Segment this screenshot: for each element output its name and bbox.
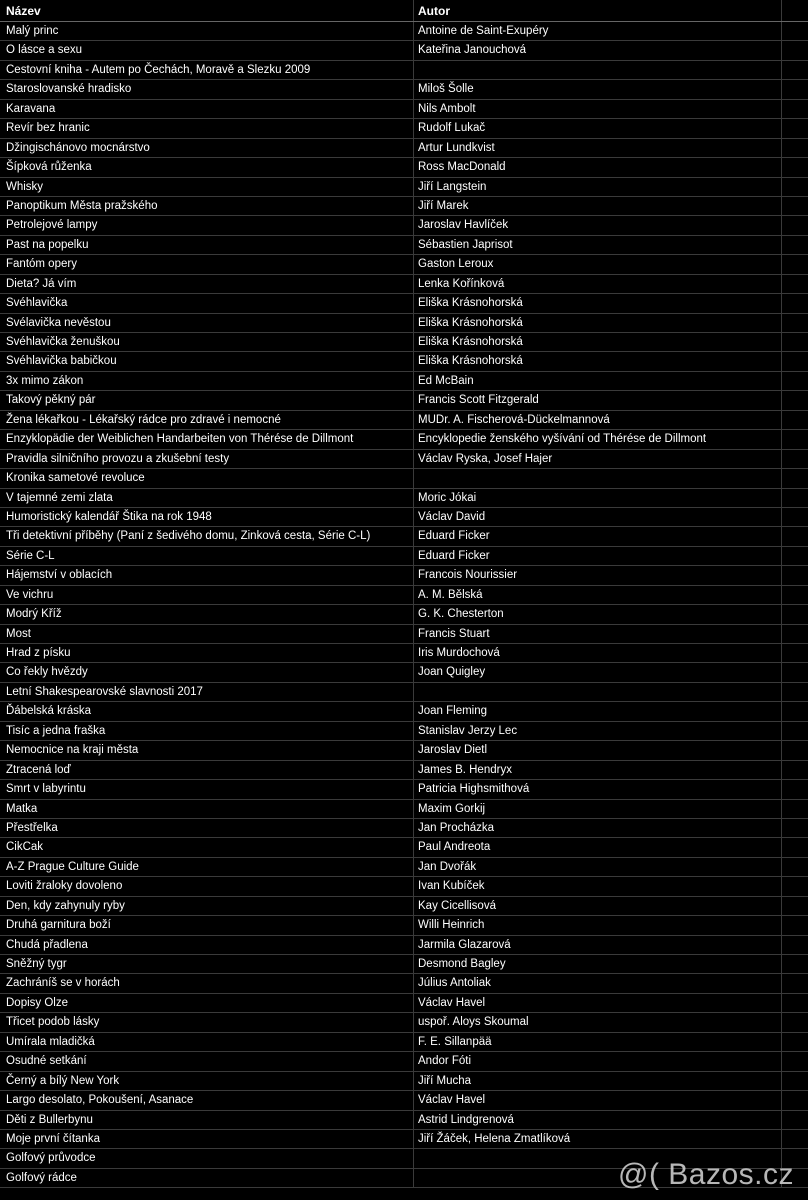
table-row	[0, 605, 808, 624]
table-row	[0, 644, 808, 663]
book-title: Hájemství v oblacích	[0, 566, 414, 584]
book-author: Jiří Žáček, Helena Zmatlíková	[414, 1130, 782, 1148]
book-author: Gaston Leroux	[414, 255, 782, 273]
book-author: Jarmila Glazarová	[414, 936, 782, 954]
book-author: MUDr. A. Fischerová-Dückelmannová	[414, 411, 782, 429]
book-title: Malý princ	[0, 22, 414, 40]
book-author: Sébastien Japrisot	[414, 236, 782, 254]
book-title: O lásce a sexu	[0, 41, 414, 59]
book-title: Tisíc a jedna fraška	[0, 722, 414, 740]
table-row	[0, 469, 808, 488]
book-title: Tři detektivní příběhy (Paní z šedivého domu, Zinková cesta, Série C-L)	[0, 527, 414, 545]
bazos-watermark: @( Bazos.cz	[618, 1158, 794, 1191]
book-author: Jiří Langstein	[414, 178, 782, 196]
book-author: Jan Dvořák	[414, 858, 782, 876]
book-title: Děti z Bullerbynu	[0, 1111, 414, 1129]
table-row	[0, 119, 808, 138]
book-title: Whisky	[0, 178, 414, 196]
book-author: Artur Lundkvist	[414, 139, 782, 157]
table-row	[0, 391, 808, 410]
book-author: Iris Murdochová	[414, 644, 782, 662]
book-author: Václav David	[414, 508, 782, 526]
table-row	[0, 547, 808, 566]
table-row	[0, 663, 808, 682]
book-author: Jiří Marek	[414, 197, 782, 215]
table-row	[0, 450, 808, 469]
book-title: 3x mimo zákon	[0, 372, 414, 390]
book-title: Cestovní kniha - Autem po Čechách, Moravě a Slezku 2009	[0, 61, 414, 79]
book-title: Revír bez hranic	[0, 119, 414, 137]
book-title: Černý a bílý New York	[0, 1072, 414, 1090]
table-row	[0, 858, 808, 877]
table-row	[0, 761, 808, 780]
table-row	[0, 1052, 808, 1071]
table-row	[0, 702, 808, 721]
table-row	[0, 333, 808, 352]
book-author: Kateřina Janouchová	[414, 41, 782, 59]
book-author: Ross MacDonald	[414, 158, 782, 176]
book-title: CikCak	[0, 838, 414, 856]
book-title: Šípková růženka	[0, 158, 414, 176]
book-title: Dopisy Olze	[0, 994, 414, 1012]
book-author: Kay Cicellisová	[414, 897, 782, 915]
book-author: Jaroslav Dietl	[414, 741, 782, 759]
table-row	[0, 314, 808, 333]
book-author: Paul Andreota	[414, 838, 782, 856]
book-author: uspoř. Aloys Skoumal	[414, 1013, 782, 1031]
table-row	[0, 22, 808, 41]
book-author: G. K. Chesterton	[414, 605, 782, 623]
table-row	[0, 41, 808, 60]
book-author: Patricia Highsmithová	[414, 780, 782, 798]
table-row	[0, 1072, 808, 1091]
book-title: Osudné setkání	[0, 1052, 414, 1070]
book-author: Willi Heinrich	[414, 916, 782, 934]
book-author: Stanislav Jerzy Lec	[414, 722, 782, 740]
book-title: Co řekly hvězdy	[0, 663, 414, 681]
book-title: Žena lékařkou - Lékařský rádce pro zdravé i nemocné	[0, 411, 414, 429]
book-title: Džingischánovo mocnárstvo	[0, 139, 414, 157]
book-title: Třicet podob lásky	[0, 1013, 414, 1031]
book-author: Francis Scott Fitzgerald	[414, 391, 782, 409]
book-title: Série C-L	[0, 547, 414, 565]
table-row	[0, 216, 808, 235]
book-author: Andor Fóti	[414, 1052, 782, 1070]
book-title: Hrad z písku	[0, 644, 414, 662]
table-row	[0, 139, 808, 158]
book-author: Václav Ryska, Josef Hajer	[414, 450, 782, 468]
book-author: Eliška Krásnohorská	[414, 352, 782, 370]
book-author: Miloš Šolle	[414, 80, 782, 98]
book-title: Petrolejové lampy	[0, 216, 414, 234]
table-row	[0, 1013, 808, 1032]
table-row	[0, 586, 808, 605]
table-row	[0, 1111, 808, 1130]
table-row	[0, 508, 808, 527]
book-title: Pravidla silničního provozu a zkušební testy	[0, 450, 414, 468]
book-title: Druhá garnitura boží	[0, 916, 414, 934]
book-author: Václav Havel	[414, 1091, 782, 1109]
book-title: Enzyklopädie der Weiblichen Handarbeiten von Thérése de Dillmont	[0, 430, 414, 448]
table-row	[0, 372, 808, 391]
book-title: Loviti žraloky dovoleno	[0, 877, 414, 895]
book-title: Dieta? Já vím	[0, 275, 414, 293]
book-author: Eduard Ficker	[414, 547, 782, 565]
book-author: A. M. Bělská	[414, 586, 782, 604]
table-row	[0, 838, 808, 857]
book-author: Ed McBain	[414, 372, 782, 390]
table-row	[0, 411, 808, 430]
book-author: Francis Stuart	[414, 625, 782, 643]
table-row	[0, 800, 808, 819]
book-author: Joan Fleming	[414, 702, 782, 720]
table-row	[0, 80, 808, 99]
table-row	[0, 294, 808, 313]
book-author: Jaroslav Havlíček	[414, 216, 782, 234]
book-title: Letní Shakespearovské slavnosti 2017	[0, 683, 414, 701]
table-row	[0, 955, 808, 974]
book-title: A-Z Prague Culture Guide	[0, 858, 414, 876]
table-row	[0, 1130, 808, 1149]
book-author: Jiří Mucha	[414, 1072, 782, 1090]
table-row	[0, 100, 808, 119]
table-row	[0, 819, 808, 838]
book-author: Lenka Kořínková	[414, 275, 782, 293]
book-title: Panoptikum Města pražského	[0, 197, 414, 215]
book-title: Humoristický kalendář Štika na rok 1948	[0, 508, 414, 526]
book-title: V tajemné zemi zlata	[0, 489, 414, 507]
book-title: Fantóm opery	[0, 255, 414, 273]
book-author: Francois Nourissier	[414, 566, 782, 584]
table-row	[0, 1091, 808, 1110]
book-title: Sněžný tygr	[0, 955, 414, 973]
book-title: Zachráníš se v horách	[0, 974, 414, 992]
book-author: Joan Quigley	[414, 663, 782, 681]
book-title: Ďábelská kráska	[0, 702, 414, 720]
book-title: Golfový rádce	[0, 1169, 414, 1187]
table-body	[0, 22, 808, 1188]
book-author: Ivan Kubíček	[414, 877, 782, 895]
book-author: Rudolf Lukač	[414, 119, 782, 137]
book-title: Modrý Kříž	[0, 605, 414, 623]
book-title: Den, kdy zahynuly ryby	[0, 897, 414, 915]
book-title: Svéhlavička babičkou	[0, 352, 414, 370]
book-author: Maxim Gorkij	[414, 800, 782, 818]
table-row	[0, 936, 808, 955]
book-author: Eliška Krásnohorská	[414, 333, 782, 351]
book-author: Moric Jókai	[414, 489, 782, 507]
book-author: Eduard Ficker	[414, 527, 782, 545]
book-author: Václav Havel	[414, 994, 782, 1012]
book-author	[414, 61, 782, 79]
book-title: Matka	[0, 800, 414, 818]
table-row	[0, 236, 808, 255]
table-row	[0, 625, 808, 644]
book-title: Kronika sametové revoluce	[0, 469, 414, 487]
table-row	[0, 275, 808, 294]
table-row	[0, 722, 808, 741]
book-author: Astrid Lindgrenová	[414, 1111, 782, 1129]
table-row	[0, 994, 808, 1013]
book-title: Svéhlavička	[0, 294, 414, 312]
table-row	[0, 566, 808, 585]
table-row	[0, 916, 808, 935]
book-title: Golfový průvodce	[0, 1149, 414, 1167]
table-row	[0, 877, 808, 896]
table-row	[0, 255, 808, 274]
table-row	[0, 430, 808, 449]
book-title: Smrt v labyrintu	[0, 780, 414, 798]
table-row	[0, 683, 808, 702]
book-author: Nils Ambolt	[414, 100, 782, 118]
book-author: Encyklopedie ženského vyšívání od Thérése de Dillmont	[414, 430, 782, 448]
book-title: Moje první čítanka	[0, 1130, 414, 1148]
book-title: Karavana	[0, 100, 414, 118]
table-row	[0, 527, 808, 546]
table-row	[0, 197, 808, 216]
book-author: Eliška Krásnohorská	[414, 314, 782, 332]
book-author: Eliška Krásnohorská	[414, 294, 782, 312]
book-author: Desmond Bagley	[414, 955, 782, 973]
book-title: Ve vichru	[0, 586, 414, 604]
table-row	[0, 1033, 808, 1052]
book-title: Staroslovanské hradisko	[0, 80, 414, 98]
book-title: Svélavička nevěstou	[0, 314, 414, 332]
book-title: Takový pěkný pár	[0, 391, 414, 409]
table-header-row	[0, 0, 808, 22]
table-row	[0, 158, 808, 177]
table-row	[0, 741, 808, 760]
table-row	[0, 61, 808, 80]
header-title: Název	[0, 0, 414, 21]
book-title: Most	[0, 625, 414, 643]
table-row	[0, 974, 808, 993]
book-author	[414, 683, 782, 701]
book-author: Jan Procházka	[414, 819, 782, 837]
table-row	[0, 178, 808, 197]
book-title: Nemocnice na kraji města	[0, 741, 414, 759]
book-title: Chudá přadlena	[0, 936, 414, 954]
table-row	[0, 780, 808, 799]
book-author: Július Antoliak	[414, 974, 782, 992]
table-row	[0, 352, 808, 371]
book-title: Umírala mladičká	[0, 1033, 414, 1051]
book-title: Přestřelka	[0, 819, 414, 837]
book-title: Svéhlavička ženuškou	[0, 333, 414, 351]
book-author	[414, 469, 782, 487]
book-title: Largo desolato, Pokoušení, Asanace	[0, 1091, 414, 1109]
book-title: Ztracená loď	[0, 761, 414, 779]
book-author: James B. Hendryx	[414, 761, 782, 779]
table-row	[0, 489, 808, 508]
table-row	[0, 897, 808, 916]
book-title: Past na popelku	[0, 236, 414, 254]
book-author: Antoine de Saint-Exupéry	[414, 22, 782, 40]
book-author: F. E. Sillanpää	[414, 1033, 782, 1051]
header-author: Autor	[414, 0, 782, 21]
